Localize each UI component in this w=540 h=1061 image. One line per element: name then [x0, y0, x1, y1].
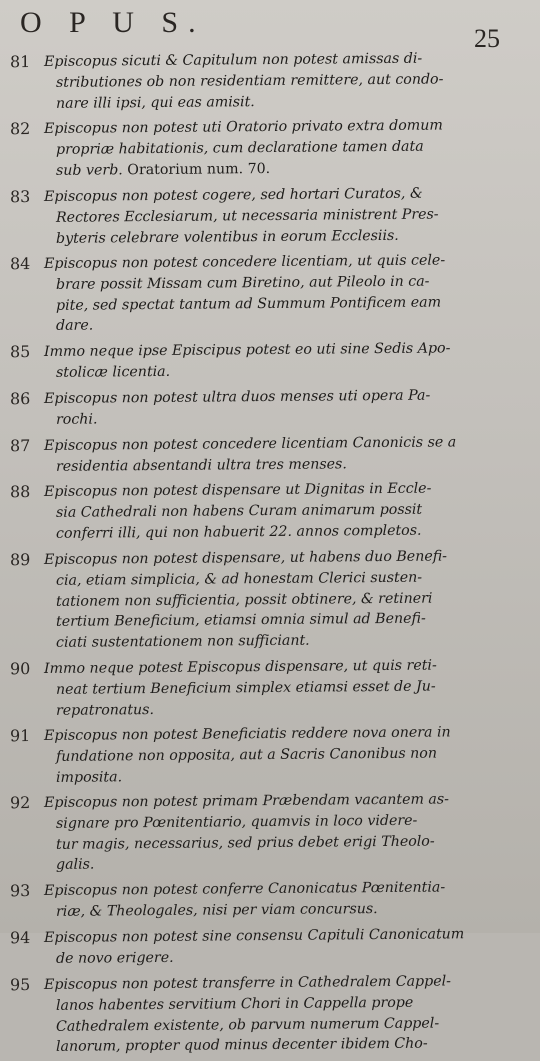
- entry-text: sub verb.: [56, 162, 123, 179]
- entry-line: [44, 945, 522, 970]
- entry-text: tationem non sufficientia, possit obtinere, & retineri: [56, 589, 433, 609]
- entry-text: Episcopus non potest Beneficiatis reddere nova onera in: [44, 724, 451, 744]
- entry-number: 91: [10, 725, 31, 746]
- entry-text: rochi.: [56, 411, 98, 428]
- entry-text: conferri illi, qui non habuerit 22. annos completos.: [56, 522, 422, 542]
- entry-text: de novo erigere.: [56, 949, 174, 967]
- entry-number: 81: [10, 52, 31, 72]
- entry-83: [0, 182, 540, 249]
- entry-text: Episcopus sicuti & Capitulum non potest amissas di-: [44, 50, 423, 70]
- entry-text: tur magis, necessarius, sed prius debet erigi Theolo-: [56, 833, 435, 853]
- entry-text: Episcopus non potest concedere licentiam, ut quis cele-: [44, 252, 446, 273]
- entry-text: Episcopus non potest conferre Canonicatus Pœnitentia-: [44, 879, 446, 900]
- entry-87: [0, 431, 540, 477]
- entry-84: [0, 250, 540, 338]
- entry-text: Episcopus non potest dispensare ut Dignitas in Eccle-: [44, 480, 432, 501]
- entry-number: 84: [10, 254, 31, 274]
- entry-text: brare possit Missam cum Biretino, aut Pileolo in ca-: [56, 273, 430, 293]
- entry-text: stolicæ licentia.: [56, 364, 171, 382]
- entry-text: sia Cathedrali non habens Curam animarum possit: [56, 501, 423, 521]
- entry-line: [44, 157, 522, 182]
- entry-reference: Oratorium num. 70.: [122, 160, 271, 179]
- entry-line: [44, 722, 522, 747]
- entry-line: [44, 406, 522, 431]
- entry-text: nare illi ipsi, qui eas amisit.: [56, 93, 255, 112]
- entry-text: Episcopus non potest uti Oratorio privato extra domum: [44, 117, 443, 138]
- entry-text: tertium Beneficium, etiamsi omnia simul ad Benefi-: [56, 610, 426, 630]
- entry-text: Episcopus non potest cogere, sed hortari Curatos, &: [44, 185, 423, 205]
- entry-85: [0, 338, 540, 384]
- entry-text: lanos habentes servitium Chori in Cappella prope: [56, 994, 414, 1014]
- entry-line: [44, 359, 522, 384]
- entry-line: [44, 970, 522, 995]
- entry-line: [44, 696, 522, 721]
- entry-text: riæ, & Theologales, nisi per viam concursus.: [56, 901, 378, 921]
- entry-line: [44, 431, 522, 456]
- entry-line: [44, 1033, 522, 1058]
- entry-number: 83: [10, 186, 31, 207]
- entry-text: byteris celebrare volentibus in eorum Ecclesiis.: [56, 227, 399, 247]
- entry-text: pite, sed spectat tantum ad Summum Pontificem eam: [56, 294, 442, 314]
- entry-91: [0, 722, 540, 789]
- entry-88: [0, 478, 540, 545]
- entry-number: 95: [10, 974, 31, 994]
- entry-line: [44, 851, 522, 876]
- entry-number: 90: [10, 658, 31, 678]
- entry-text: Episcopus non potest primam Præbendam vacantem as-: [44, 791, 449, 812]
- entry-number: 85: [10, 342, 31, 362]
- entry-list: [0, 50, 540, 1061]
- entry-text: stributiones ob non residentiam remittere, aut condo-: [56, 71, 444, 91]
- entry-number: 93: [10, 881, 31, 901]
- entry-text: neat tertium Beneficium simplex etiamsi esset de Ju-: [56, 677, 436, 698]
- entry-number: 86: [10, 389, 31, 409]
- entry-82: [0, 115, 540, 182]
- entry-line: [44, 452, 522, 477]
- entry-line: [44, 312, 522, 337]
- entry-text: imposita.: [56, 768, 123, 786]
- entry-text: propriæ habitationis, cum declaratione tamen data: [56, 138, 424, 159]
- entry-text: galis.: [56, 857, 95, 874]
- entry-number: 92: [10, 793, 31, 813]
- entry-text: Episcopus non potest dispensare, ut habens duo Benefi-: [44, 547, 447, 568]
- entry-81: [0, 48, 540, 115]
- entry-line: [44, 763, 522, 788]
- entry-text: residentia absentandi ultra tres menses.: [56, 455, 347, 475]
- entry-line: [44, 89, 522, 114]
- entry-text: Cathedralem existente, ob parvum numerum Cappel-: [56, 1014, 440, 1035]
- page-number: 25: [474, 24, 500, 53]
- entry-90: [0, 654, 540, 721]
- entry-text: Episcopus non potest concedere licentiam Canonicis se a: [44, 433, 457, 454]
- entry-line: [44, 520, 522, 545]
- entry-86: [0, 385, 540, 431]
- entry-95: [0, 970, 540, 1058]
- entry-line: [44, 898, 522, 923]
- entry-text: signare pro Pœnitentiario, quamvis in loco videre-: [56, 812, 418, 832]
- entry-number: 94: [10, 928, 31, 948]
- entry-89: [0, 545, 540, 654]
- entry-line: [44, 629, 522, 654]
- running-head: O P U S.: [20, 6, 206, 39]
- entry-line: [44, 224, 522, 249]
- page-header: [0, 0, 540, 53]
- entry-92: [0, 789, 540, 877]
- entry-text: Rectores Ecclesiarum, ut necessaria ministrent Pres-: [56, 206, 439, 226]
- entry-text: lanorum, propter quod minus decenter ibidem Cho-: [56, 1035, 428, 1055]
- entry-text: dare.: [56, 318, 94, 335]
- entry-text: cia, etiam simplicia, & ad honestam Clerici susten-: [56, 569, 423, 589]
- entry-text: fundatione non opposita, aut a Sacris Canonibus non: [56, 745, 437, 765]
- entry-text: Episcopus non potest ultra duos menses uti opera Pa-: [44, 387, 431, 407]
- entry-number: 87: [10, 435, 31, 455]
- entry-94: [0, 924, 540, 970]
- entry-text: Immo neque ipse Episcipus potest eo uti sine Sedis Apo-: [44, 340, 451, 361]
- entry-text: Episcopus non potest transferre in Cathedralem Cappel-: [44, 973, 451, 993]
- entry-number: 89: [10, 549, 31, 569]
- entry-text: Episcopus non potest sine consensu Capituli Canonicatum: [44, 926, 465, 947]
- entry-text: repatronatus.: [56, 701, 154, 718]
- entry-text: Immo neque potest Episcopus dispensare, ut quis reti-: [44, 657, 437, 677]
- entry-line: [44, 924, 522, 949]
- entry-93: [0, 877, 540, 923]
- entry-number: 88: [10, 482, 31, 502]
- entry-number: 82: [10, 119, 31, 139]
- entry-text: ciati sustentationem non sufficiant.: [56, 632, 310, 651]
